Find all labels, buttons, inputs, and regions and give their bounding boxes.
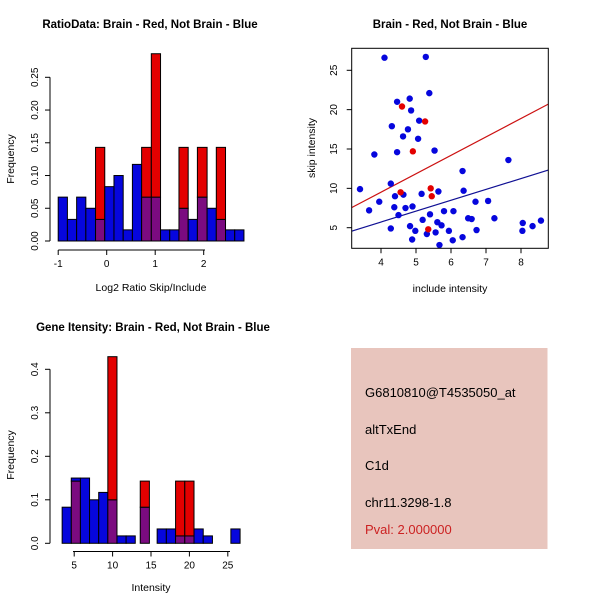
splice-type-text: altTxEnd [365, 422, 417, 437]
hist-bar-blue-segment [231, 529, 240, 543]
scatter-point-blue [491, 215, 497, 221]
overlaid-histogram-panel [30, 54, 244, 270]
y-tick-label: 0.3 [30, 405, 41, 420]
scatter-point-blue [416, 117, 422, 123]
scatter-point-red [410, 148, 416, 154]
scatter-point-blue [427, 211, 433, 217]
scatter-point-red [428, 185, 434, 191]
scatter-point-blue [441, 208, 447, 214]
scatter-point-blue [438, 222, 444, 228]
scatter-point-blue [505, 157, 511, 163]
x-tick-label: 5 [71, 560, 77, 572]
brain-fit-regression-line [352, 104, 549, 207]
hist-bar-blue-segment [86, 208, 96, 241]
scatter-point-blue [419, 217, 425, 223]
scatter-point-blue [450, 237, 456, 243]
scatter-point-blue [392, 193, 398, 199]
scatter-point-blue [407, 95, 413, 101]
scatter-point-blue [407, 223, 413, 229]
scatter-point-blue [432, 229, 438, 235]
hist-bar-red-segment [197, 147, 207, 197]
hist-bar-blue-segment [123, 230, 132, 241]
hist-bar-overlap-segment [71, 481, 80, 543]
hist-bar-blue-segment [235, 230, 244, 241]
y-tick-label: 0.4 [30, 362, 41, 377]
scatter-point-blue [473, 227, 479, 233]
hist-bar-blue-segment [99, 492, 108, 543]
hist-bar-blue-segment [126, 536, 135, 543]
scatter-xlabel: include intensity [412, 283, 488, 295]
hist-bar-blue-segment [114, 176, 123, 241]
scatter-point-blue [436, 242, 442, 248]
scatter-point-blue [395, 212, 401, 218]
scatter-point-blue [459, 168, 465, 174]
y-tick-label: 0.1 [30, 492, 41, 507]
hist-ratio-title: RatioData: Brain - Red, Not Brain - Blue [42, 19, 258, 31]
y-tick-label: 0.15 [30, 133, 41, 153]
x-tick-label: 6 [448, 257, 454, 269]
y-tick-label: 25 [329, 64, 340, 76]
scatter-point-blue [472, 199, 478, 205]
hist-bar-overlap-segment [179, 208, 188, 241]
hist-bar-blue-segment [188, 219, 197, 241]
scatter-point-blue [388, 225, 394, 231]
hist-intensity-xlabel: Intensity [131, 582, 171, 594]
x-tick-label: 0 [103, 259, 110, 270]
x-tick-label: 15 [145, 560, 157, 572]
hist-bar-overlap-segment [108, 500, 117, 544]
gene-name-text: C1d [365, 458, 389, 473]
scatter-point-blue [529, 223, 535, 229]
scatter-point-blue [357, 186, 363, 192]
hist-bar-red-segment [142, 147, 152, 197]
scatter-point-red [397, 189, 403, 195]
hist-bar-red-segment [176, 481, 185, 536]
hist-bar-blue-segment [58, 197, 67, 241]
hist-bar-red-segment [140, 481, 149, 507]
scatter-point-blue [519, 228, 525, 234]
probe-id-text: G6810810@T4535050_at [365, 385, 516, 400]
scatter-point-red [425, 226, 431, 232]
scatter-point-blue [459, 234, 465, 240]
scatter-point-blue [394, 149, 400, 155]
scatter-point-blue [391, 204, 397, 210]
hist-bar-overlap-segment [140, 507, 149, 543]
x-tick-label: 7 [483, 257, 489, 269]
x-tick-label: 10 [107, 560, 119, 572]
hist-bar-blue-segment [132, 164, 141, 241]
scatter-point-blue [460, 188, 466, 194]
hist-bar-blue-segment [157, 529, 166, 543]
y-tick-label: 15 [329, 143, 340, 155]
hist-bar-blue-segment [166, 529, 175, 543]
hist-bar-red-segment [185, 481, 194, 536]
hist-bar-overlap-segment [96, 219, 105, 241]
scatter-point-blue [485, 198, 491, 204]
scatter-point-blue [402, 205, 408, 211]
locus-text: chr11.3298-1.8 [365, 495, 452, 510]
y-tick-label: 0.20 [30, 100, 41, 120]
scatter-point-blue [366, 207, 372, 213]
scatter-point-blue [418, 191, 424, 197]
pval-text: Pval: 2.000000 [365, 522, 452, 537]
hist-intensity-ylabel: Frequency [5, 430, 17, 480]
scatter-point-blue [450, 208, 456, 214]
x-tick-label: 5 [413, 257, 419, 269]
plot-box [352, 48, 549, 248]
hist-bar-overlap-segment [176, 536, 185, 543]
hist-bar-red-segment [108, 357, 117, 500]
overlaid-histogram-panel [30, 357, 240, 572]
hist-bar-overlap-segment [151, 197, 160, 241]
y-tick-label: 0.05 [30, 198, 41, 218]
hist-ratio-xlabel: Log2 Ratio Skip/Include [95, 282, 207, 294]
x-tick-label: -1 [53, 259, 63, 270]
hist-bar-blue-segment [207, 208, 216, 241]
y-tick-label: 0.10 [30, 165, 41, 186]
scatter-point-blue [389, 123, 395, 129]
scatter-point-blue [381, 55, 387, 61]
hist-bar-red-segment [216, 147, 225, 219]
y-tick-label: 0.0 [30, 536, 41, 551]
scatter-point-blue [388, 180, 394, 186]
scatter-point-red [429, 193, 435, 199]
x-tick-label: 2 [200, 259, 207, 270]
hist-ratio-ylabel: Frequency [5, 134, 17, 184]
hist-bar-blue-segment [105, 187, 114, 241]
scatter-point-red [422, 118, 428, 124]
y-tick-label: 5 [329, 224, 340, 231]
hist-bar-blue-segment [117, 536, 126, 543]
x-tick-label: 4 [378, 257, 384, 269]
hist-bar-blue-segment [194, 529, 203, 543]
hist-bar-overlap-segment [142, 197, 152, 241]
x-tick-label: 1 [152, 259, 158, 270]
scatter-panel [329, 48, 548, 268]
scatter-point-blue [412, 228, 418, 234]
scatter-point-blue [394, 99, 400, 105]
scatter-title: Brain - Red, Not Brain - Blue [372, 19, 528, 31]
scatter-point-red [399, 103, 405, 109]
scatter-point-blue [409, 203, 415, 209]
scatter-point-blue [435, 188, 441, 194]
scatter-point-blue [446, 228, 452, 234]
hist-bar-blue-segment [71, 478, 80, 481]
scatter-point-blue [409, 236, 415, 242]
y-tick-label: 0.25 [30, 67, 41, 88]
hist-bar-blue-segment [226, 230, 235, 241]
scatter-point-blue [431, 147, 437, 153]
scatter-point-blue [376, 199, 382, 205]
x-tick-label: 25 [222, 560, 234, 572]
hist-bar-red-segment [96, 147, 105, 219]
scatter-point-blue [400, 133, 406, 139]
scatter-ylabel: skip intensity [306, 117, 318, 179]
x-tick-label: 20 [183, 560, 195, 572]
y-tick-label: 0.2 [30, 449, 41, 464]
scatter-point-blue [371, 151, 377, 157]
axes-layer [347, 48, 549, 253]
scatter-point-blue [538, 217, 544, 223]
hist-bar-blue-segment [161, 230, 170, 241]
hist-bar-red-segment [151, 54, 160, 197]
hist-intensity-title: Gene Itensity: Brain - Red, Not Brain - Blue [36, 322, 270, 334]
info-panel-box [351, 348, 548, 549]
hist-bar-overlap-segment [185, 536, 194, 543]
hist-bar-blue-segment [67, 219, 76, 241]
scatter-point-blue [468, 216, 474, 222]
hist-bar-red-segment [179, 147, 188, 208]
hist-bar-blue-segment [170, 230, 179, 241]
hist-bar-overlap-segment [216, 219, 225, 241]
scatter-point-blue [415, 136, 421, 142]
hist-bar-blue-segment [62, 507, 71, 543]
hist-bar-blue-segment [80, 478, 89, 543]
scatter-point-blue [408, 107, 414, 113]
hist-bar-blue-segment [77, 197, 86, 241]
x-tick-label: 8 [518, 257, 524, 269]
y-tick-label: 0.00 [30, 231, 41, 251]
hist-bar-blue-segment [90, 500, 99, 544]
y-tick-label: 10 [329, 182, 340, 194]
y-tick-label: 20 [329, 104, 340, 116]
scatter-point-blue [520, 220, 526, 226]
hist-bar-overlap-segment [197, 197, 207, 241]
scatter-point-blue [423, 54, 429, 60]
tick-labels-layer [329, 64, 524, 268]
hist-bar-blue-segment [203, 536, 212, 543]
scatter-point-blue [405, 126, 411, 132]
scatter-point-blue [426, 90, 432, 96]
